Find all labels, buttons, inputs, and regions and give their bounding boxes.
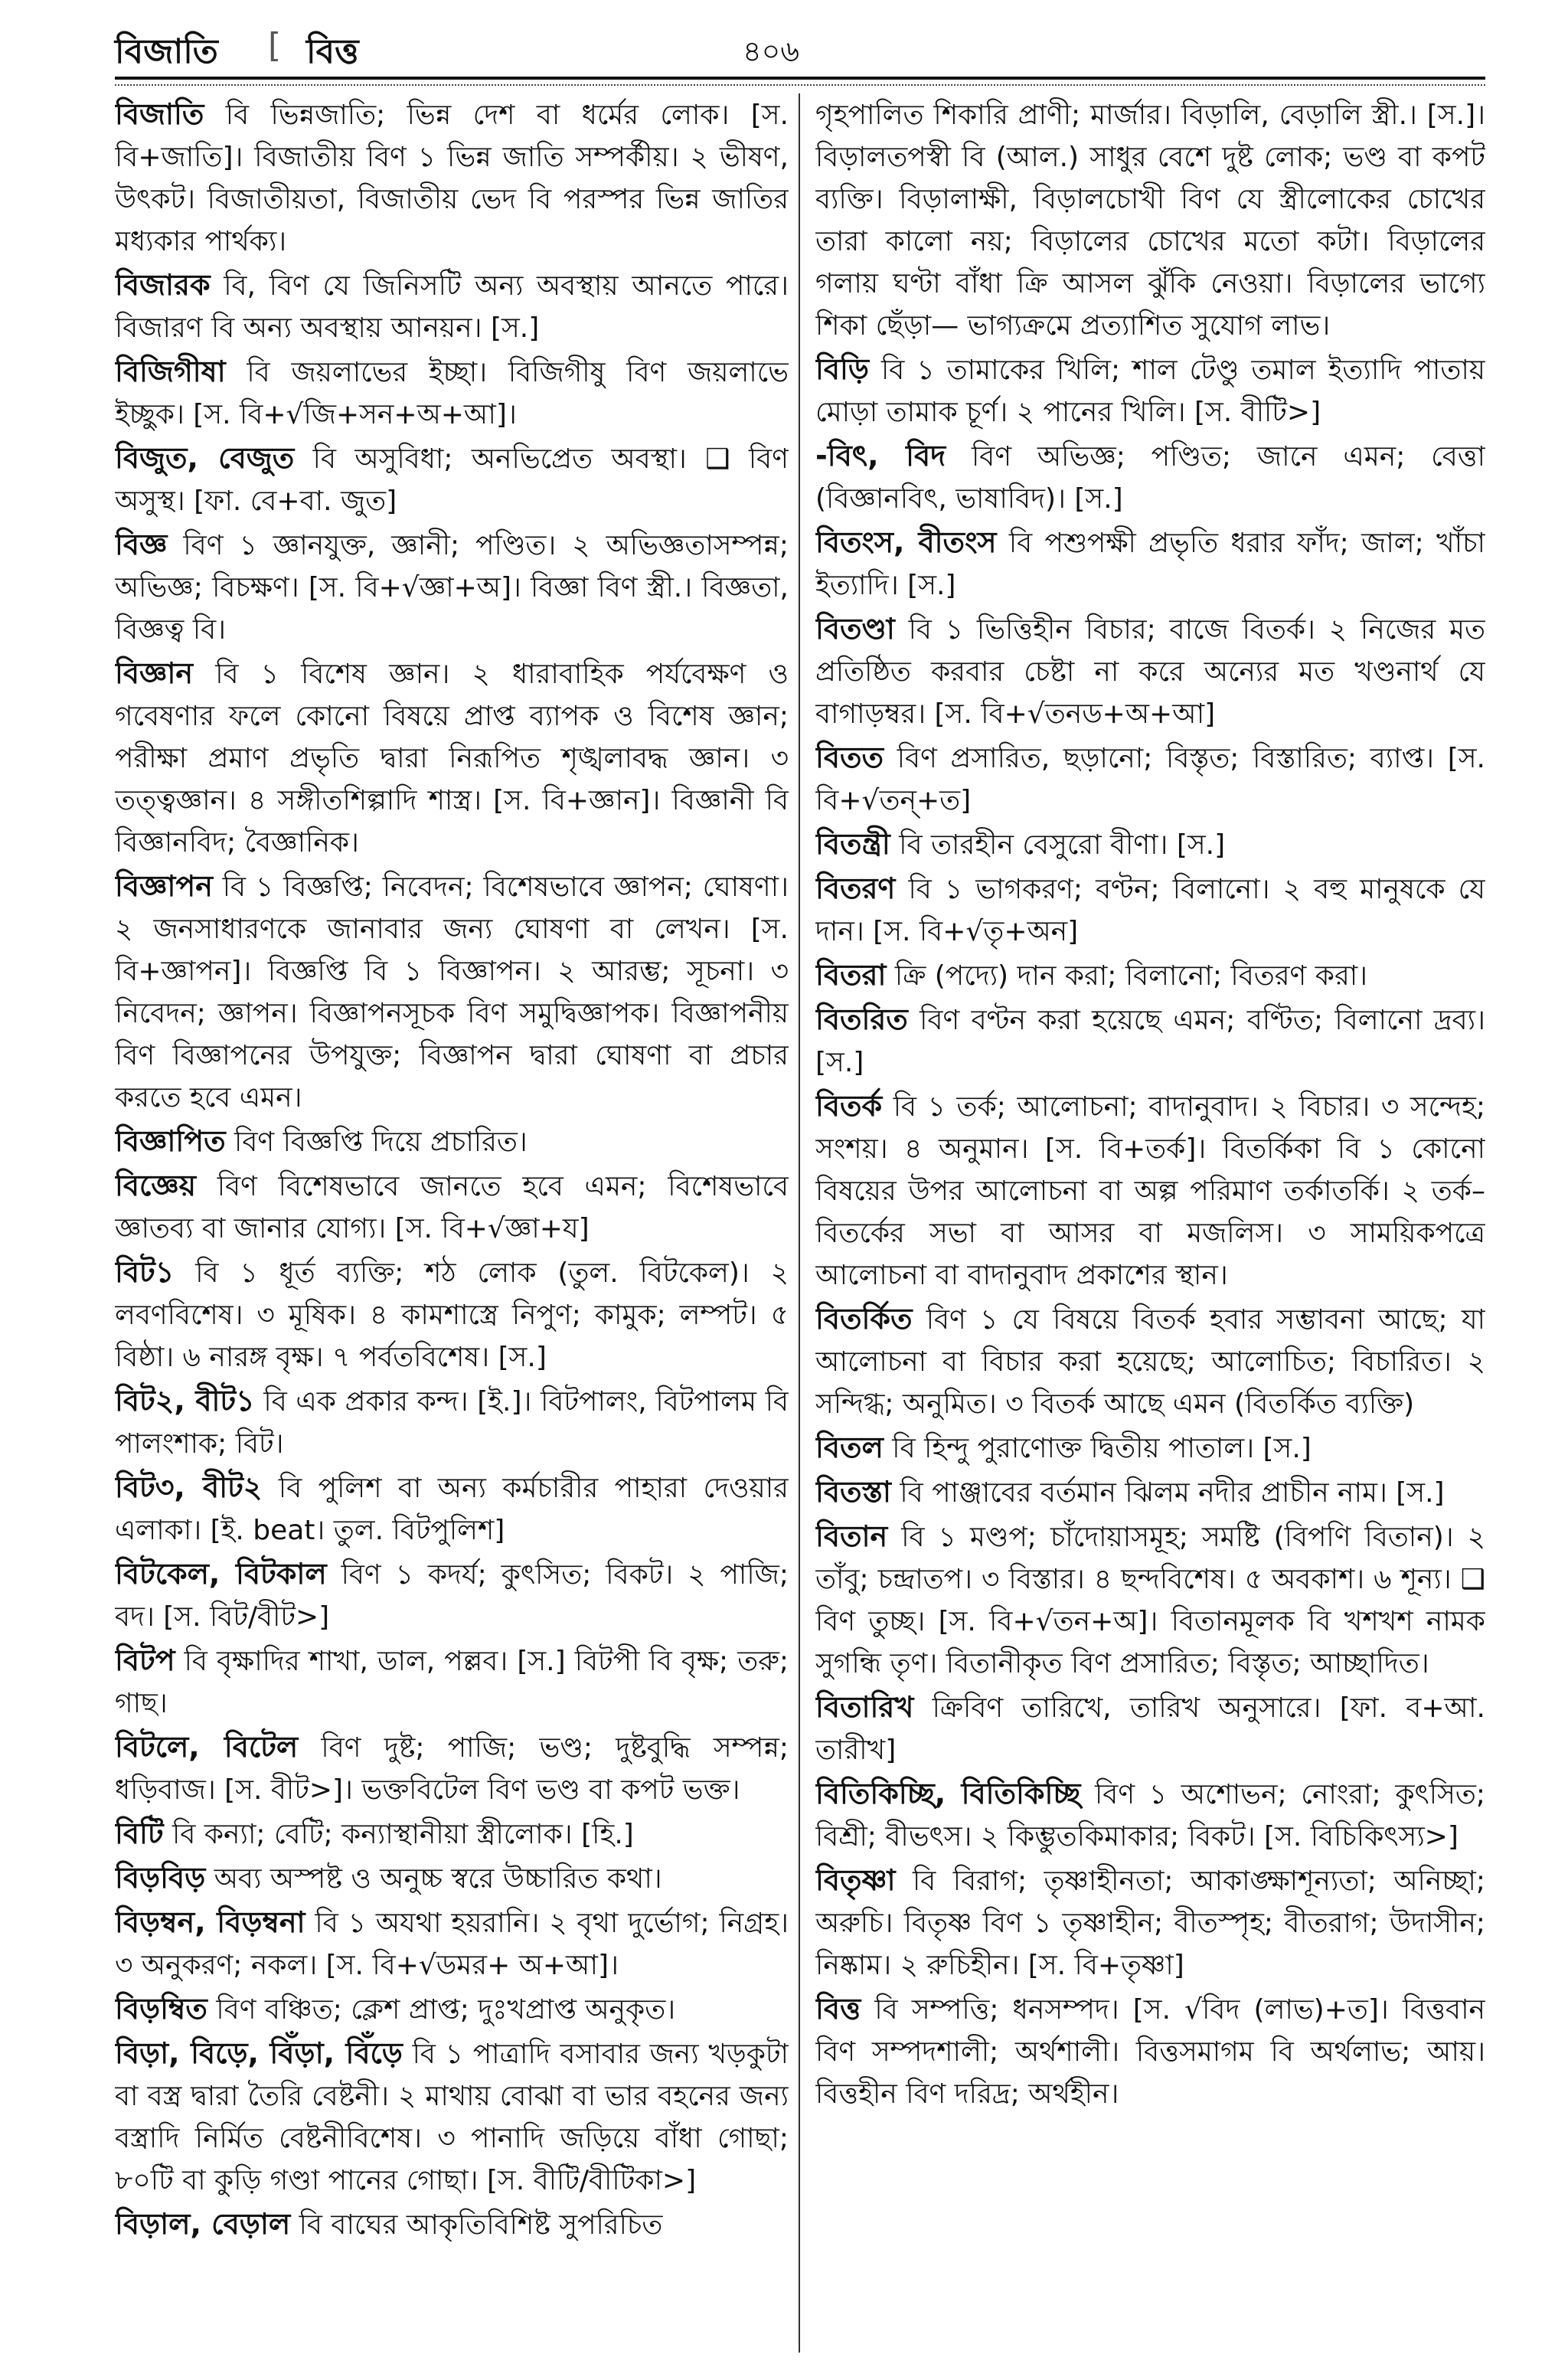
entry-definition: বিণ বিশেষভাবে জানতে হবে এমন; বিশেষভাবে জ্ঞাতব্য বা জানার যোগ্য। [স. বি+√জ্ঞা+য]: [115, 1171, 789, 1244]
entry-headword: বিত্ত: [815, 1992, 861, 2026]
entry-definition: বি ১ ধূর্ত ব্যক্তি; শঠ লোক (তুল. বিটকেল)। ২ লবণবিশেষ। ৩ মূষিক। ৪ কামশাস্ত্রে নিপুণ; কামুক; লম্পট। ৫ বিষ্ঠা। ৬ নারঙ্গ বৃক্ষ। ৭ পর্বতবিশেষ। [স.]: [115, 1257, 789, 1373]
entry-definition: বিণ বঞ্চিত; ক্লেশ প্রাপ্ত; দুঃখপ্রাপ্ত অনুকৃত।: [207, 1994, 676, 2026]
entry-headword: বিতিকিচ্ছি, বিতিকিচ্ছি: [815, 1777, 1081, 1810]
entry-headword: বিতণ্ডা: [815, 612, 895, 646]
entry-definition: বি ১ তর্ক; আলোচনা; বাদানুবাদ। ২ বিচার। ৩ সন্দেহ; সংশয়। ৪ অনুমান। [স. বি+তর্ক]। বিতর্কিকা বি ১ কোনো বিষয়ের উপর আলোচনা বা অল্প পরিমাণ তর্কাতর্কি। ২ তর্ক–বিতর্কের সভা বা আসর বা মজলিস। ৩ সাময়িকপত্রে আলোচনা বা বাদানুবাদ প্রকাশের স্থান।: [815, 1091, 1485, 1291]
entry-headword: বিজ্ঞাপন: [115, 869, 213, 903]
dictionary-entry: [115, 264, 789, 349]
dictionary-entry: [815, 868, 1485, 953]
entry-headword: বিজিগীষা: [115, 355, 226, 388]
header-rule: [115, 77, 1485, 80]
entry-headword: বিতন্ত্রী: [815, 827, 890, 861]
entry-definition: বি পশুপক্ষী প্রভৃতি ধরার ফাঁদ; জাল; খাঁচা ইত্যাদি। [স.]: [815, 528, 1485, 601]
entry-definition: বি ১ ভাগকরণ; বণ্টন; বিলানো। ২ বহু মানুষকে যে দান। [স. বি+√তৃ+অন]: [815, 874, 1485, 947]
dictionary-entry: [115, 1467, 789, 1552]
entry-headword: বিটকেল, বিটকাল: [115, 1557, 327, 1591]
entry-definition: বি বাঘের আকৃতিবিশিষ্ট সুপরিচিত: [290, 2209, 663, 2241]
left-column: [115, 93, 789, 2360]
entry-definition: বি কন্যা; বেটি; কন্যাস্থানীয়া স্ত্রীলোক। [হি.]: [163, 1819, 634, 1850]
entry-headword: বিড়ম্বিত: [115, 1992, 207, 2026]
entry-headword: বিতরণ: [815, 871, 896, 905]
entry-definition: বি ১ বিশেষ জ্ঞান। ২ ধারাবাহিক পর্যবেক্ষণ ও গবেষণার ফলে কোনো বিষয়ে প্রাপ্ত ব্যাপক ও বিশেষ জ্ঞান; পরীক্ষা প্রমাণ প্রভৃতি দ্বারা নিরূপিত শৃঙ্খলাবদ্ধ জ্ঞান। ৩ তত্ত্বজ্ঞান। ৪ সঙ্গীতশিল্পাদি শাস্ত্র। [স. বি+জ্ঞান]। বিজ্ঞানী বি বিজ্ঞানবিদ; বৈজ্ঞানিক।: [115, 659, 789, 858]
entry-definition: বি বিরাগ; তৃষ্ণাহীনতা; আকাঙ্ক্ষাশূন্যতা; অনিচ্ছা; অরুচি। বিতৃষ্ণ বিণ ১ তৃষ্ণাহীন; বীতস্পৃহ; বীতরাগ; উদাসীন; নিষ্কাম। ২ রুচিহীন। [স. বি+তৃষ্ণা]: [815, 1866, 1485, 1981]
dictionary-entry: [115, 524, 789, 651]
entry-definition: বি ১ অযথা হয়রানি। ২ বৃথা দুর্ভোগ; নিগ্রহ। ৩ অনুকরণ; নকল। [স. বি+√ডমর+ অ+আ]।: [115, 1908, 789, 1981]
dictionary-entry: [115, 1813, 789, 1856]
entry-definition: বিণ ১ যে বিষয়ে বিতর্ক হবার সম্ভাবনা আছে; যা আলোচনা বা বিচার করা হয়েছে; আলোচিত; বিচারিত। ২ সন্দিগ্ধ; অনুমিত। ৩ বিতর্ক আছে এমন (বিতর্কিত ব্যক্তি): [815, 1304, 1485, 1420]
entry-headword: বিতত: [815, 741, 884, 774]
entry-definition: বি পুলিশ বা অন্য কর্মচারীর পাহারা দেওয়ার এলাকা। [ই. beat। তুল. বিটপুলিশ]: [115, 1473, 789, 1546]
entry-definition: অব্য অস্পষ্ট ও অনুচ্চ স্বরে উচ্চারিত কথা।: [205, 1863, 662, 1895]
entry-definition: বিণ ১ জ্ঞানযুক্ত, জ্ঞানী; পণ্ডিত। ২ অভিজ্ঞতাসম্পন্ন; অভিজ্ঞ; বিচক্ষণ। [স. বি+√জ্ঞা+অ]। বিজ্ঞা বিণ স্ত্রী.। বিজ্ঞতা, বিজ্ঞত্ব বি।: [115, 530, 789, 646]
dictionary-entry: [115, 1553, 789, 1638]
dictionary-entry: [115, 1640, 789, 1725]
entry-headword: বিড়া, বিড়ে, বিঁড়া, বিঁড়ে: [115, 2036, 403, 2070]
header-last-headword: বিত্ত: [306, 32, 359, 71]
dictionary-entry: [815, 1516, 1485, 1685]
entry-headword: বিজ্ঞেয়: [115, 1169, 197, 1202]
entry-definition: বি হিন্দু পুরাণোক্ত দ্বিতীয় পাতাল। [স.]: [883, 1433, 1312, 1464]
dictionary-entry: [115, 1251, 789, 1378]
page-number: ৪০৬: [743, 34, 800, 68]
dictionary-entry: [815, 737, 1485, 822]
entry-definition: বি ১ পাত্রাদি বসাবার জন্য খড়কুটা বা বস্ত্র দ্বারা তৈরি বেষ্টনী। ২ মাথায় বোঝা বা ভার বহনের জন্য বস্ত্রাদি নির্মিত বেষ্টনীবিশেষ। ৩ পানাদি জড়িয়ে বাঁধা গোছা; ৮০টি বা কুড়ি গণ্ডা পানের গোছা। [স. বীটি/বীটিকা>]: [115, 2039, 789, 2196]
entry-definition: বি, বিণ যে জিনিসটি অন্য অবস্থায় আনতে পারে। বিজারণ বি অন্য অবস্থায় আনয়ন। [স.]: [115, 270, 789, 344]
entry-definition: বিণ ১ কদর্য; কুৎসিত; বিকট। ২ পাজি; বদ। [স. বিট/বীট>]: [115, 1559, 789, 1633]
entry-headword: বিতংস, বীতংস: [815, 525, 997, 559]
entry-definition: বি অসুবিধা; অনভিপ্রেত অবস্থা। ❑ বিণ অসুস্থ। [ফা. বে+বা. জুত]: [115, 443, 789, 517]
entry-headword: -বিৎ, বিদ: [815, 439, 946, 473]
entry-definition: বি ভিন্নজাতি; ভিন্ন দেশ বা ধর্মের লোক। [স. বি+জাতি]। বিজাতীয় বিণ ১ ভিন্ন জাতি সম্পর্কীয়। ২ ভীষণ, উৎকট। বিজাতীয়তা, বিজাতীয় ভেদ বি পরস্পর ভিন্ন জাতির মধ্যকার পার্থক্য।: [115, 100, 789, 257]
dictionary-entry: [815, 522, 1485, 607]
entry-headword: বিটি: [115, 1816, 164, 1850]
entry-headword: বিড়াল, বেড়াল: [115, 2207, 291, 2241]
dictionary-entry: [815, 999, 1485, 1084]
entry-headword: বিড়ি: [815, 352, 870, 386]
entry-headword: বিজারক: [115, 268, 211, 302]
dictionary-entry: [115, 1857, 789, 1900]
dictionary-entry: [815, 93, 1485, 347]
dictionary-entry: [815, 1988, 1485, 2115]
entry-headword: বিতারিখ: [815, 1690, 914, 1724]
dictionary-entry: [815, 1859, 1485, 1987]
entry-definition: বি জয়লাভের ইচ্ছা। বিজিগীষু বিণ জয়লাভে ইচ্ছুক। [স. বি+√জি+সন+অ+আ]।: [115, 357, 789, 430]
entry-definition: বিণ প্রসারিত, ছড়ানো; বিস্তৃত; বিস্তারিত; ব্যাপ্ত। [স. বি+√তন্+ত]: [815, 743, 1485, 816]
header-separator: [: [268, 26, 282, 65]
entry-headword: বিজ্ঞ: [115, 528, 168, 561]
dictionary-entry: [815, 1427, 1485, 1470]
entry-definition: বি ১ মণ্ডপ; চাঁদোয়াসমূহ; সমষ্টি (বিপণি বিতান)। ২ তাঁবু; চন্দ্রাতপ। ৩ বিস্তার। ৪ ছন্দবিশেষ। ৫ অবকাশ। ৬ শূন্য। ❑ বিণ তুচ্ছ। [স. বি+√তন+অ]। বিতানমূলক বি খশখশ নামক সুগন্ধি তৃণ। বিতানীকৃত বিণ প্রসারিত; বিস্তৃত; আচ্ছাদিত।: [815, 1522, 1485, 1679]
dictionary-entry: [815, 348, 1485, 433]
dictionary-entry: [115, 1120, 789, 1163]
entry-headword: বিজুত, বেজুত: [115, 441, 295, 475]
dictionary-entry: [115, 93, 789, 263]
entry-definition: বিণ অভিজ্ঞ; পণ্ডিত; জানে এমন; বেত্তা (বিজ্ঞানবিৎ, ভাষাবিদ)। [স.]: [815, 441, 1485, 515]
dictionary-entry: [815, 1085, 1485, 1297]
entry-headword: বিতর্কিত: [815, 1302, 913, 1336]
dictionary-entry: [115, 2032, 789, 2202]
right-column: [815, 93, 1485, 2360]
entry-definition: বিণ বিজ্ঞপ্তি দিয়ে প্রচারিত।: [225, 1127, 528, 1158]
dictionary-entry: [115, 437, 789, 522]
dictionary-entry: [815, 435, 1485, 520]
dictionary-entry: [815, 823, 1485, 866]
entry-definition: বিণ ১ অশোভন; নোংরা; কুৎসিত; বিশ্রী; বীভৎস। ২ কিম্ভুতকিমাকার; বিকট। [স. বিচিকিৎস্য>]: [815, 1779, 1485, 1852]
dictionary-entry: [815, 954, 1485, 997]
dictionary-entry: [115, 1165, 789, 1250]
entry-headword: বিট৩, বীট২: [115, 1470, 263, 1504]
dictionary-entry: [115, 1988, 789, 2031]
entry-definition: গৃহপালিত শিকারি প্রাণী; মার্জার। বিড়ালি, বেড়ালি স্ত্রী.। [স.]। বিড়ালতপস্বী বি (আল.) সাধুর বেশে দুষ্ট লোক; ভণ্ড বা কপট ব্যক্তি। বিড়ালাক্ষী, বিড়ালচোখী বিণ যে স্ত্রীলোকের চোখের তারা কালো নয়; বিড়ালের চোখের মতো কটা। বিড়ালের গলায় ঘণ্টা বাঁধা ক্রি আসল ঝুঁকি নেওয়া। বিড়ালের ভাগ্যে শিকা ছেঁড়া— ভাগ্যক্রমে প্রত্যাশিত সুযোগ লাভ।: [815, 100, 1485, 342]
entry-headword: বিজাতি: [115, 97, 204, 131]
entry-headword: বিট১: [115, 1255, 175, 1289]
dictionary-entry: [115, 652, 789, 864]
dictionary-entry: [115, 865, 789, 1119]
entry-headword: বিতান: [815, 1519, 888, 1553]
entry-definition: বি ১ তামাকের খিলি; শাল টেণ্ডু তমাল ইত্যাদি পাতায় মোড়া তামাক চূর্ণ। ২ পানের খিলি। [স. বীটি>]: [815, 355, 1485, 428]
entry-headword: বিড়বিড়: [115, 1861, 206, 1895]
dictionary-entry: [815, 1298, 1485, 1425]
dictionary-entry: [815, 1773, 1485, 1858]
entry-definition: ক্রিবিণ তারিখে, তারিখ অনুসারে। [ফা. ব+আ. তারীখ]: [815, 1692, 1485, 1766]
entry-definition: বিণ দুষ্ট; পাজি; ভণ্ড; দুষ্টবুদ্ধি সম্পন্ন; ধড়িবাজ। [স. বীট>]। ভক্তবিটেল বিণ ভণ্ড বা কপট ভক্ত।: [115, 1732, 789, 1806]
dictionary-entry: [815, 608, 1485, 735]
entry-headword: বিতর্ক: [815, 1089, 883, 1123]
dictionary-entry: [815, 1471, 1485, 1514]
entry-definition: বিণ বণ্টন করা হয়েছে এমন; বণ্টিত; বিলানো দ্রব্য। [স.]: [815, 1005, 1485, 1078]
entry-headword: বিতল: [815, 1431, 884, 1464]
dictionary-entry: [115, 351, 789, 436]
entry-definition: বি তারহীন বেসুরো বীণা। [স.]: [890, 829, 1226, 861]
entry-headword: বিজ্ঞান: [115, 656, 194, 690]
header-dotted-rule: [115, 84, 1485, 86]
entry-headword: বিটপ: [115, 1643, 175, 1677]
entry-headword: বিটলে, বিটেল: [115, 1730, 299, 1764]
dictionary-entry: [115, 1380, 789, 1465]
entry-definition: বি ১ বিজ্ঞপ্তি; নিবেদন; বিশেষভাবে জ্ঞাপন; ঘোষণা। ২ জনসাধারণকে জানাবার জন্য ঘোষণা বা লেখন। [স. বি+জ্ঞাপন]। বিজ্ঞপ্তি বি ১ বিজ্ঞাপন। ২ আরম্ভ; সূচনা। ৩ নিবেদন; জ্ঞাপন। বিজ্ঞাপনসূচক বিণ সমুদ্বিজ্ঞাপক। বিজ্ঞাপনীয় বিণ বিজ্ঞাপনের উপযুক্ত; বিজ্ঞাপন দ্বারা ঘোষণা বা প্রচার করতে হবে এমন।: [115, 871, 789, 1113]
page-header: [115, 26, 1485, 80]
entry-definition: বি ১ ভিত্তিহীন বিচার; বাজে বিতর্ক। ২ নিজের মত প্রতিষ্ঠিত করবার চেষ্টা না করে অন্যের মত খণ্ডনার্থ যে বাগাড়ম্বর। [স. বি+√তনড+অ+আ]: [815, 614, 1485, 730]
entry-headword: বিজ্ঞাপিত: [115, 1124, 226, 1158]
entry-definition: বি সম্পত্তি; ধনসম্পদ। [স. √বিদ (লাভ)+ত]। বিত্তবান বিণ সম্পদশালী; অর্থশালী। বিত্তসমাগম বি অর্থলাভ; আয়। বিত্তহীন বিণ দরিদ্র; অর্থহীন।: [815, 1994, 1485, 2110]
dictionary-entry: [115, 1726, 789, 1811]
entry-definition: ক্রি (পদ্যে) দান করা; বিলানো; বিতরণ করা।: [886, 960, 1368, 992]
entry-headword: বিতরা: [815, 958, 887, 992]
entry-headword: বিতৃষ্ণা: [815, 1863, 896, 1897]
entry-headword: বিড়ম্বন, বিড়ম্বনা: [115, 1905, 305, 1939]
dictionary-entry: [815, 1686, 1485, 1771]
column-divider: [799, 93, 800, 2353]
entry-definition: বি বৃক্ষাদির শাখা, ডাল, পল্লব। [স.] বিটপী বি বৃক্ষ; তরু; গাছ।: [115, 1646, 789, 1719]
entry-headword: বিতস্তা: [815, 1475, 891, 1509]
entry-definition: বি পাঞ্জাবের বর্তমান ঝিলম নদীর প্রাচীন নাম। [স.]: [890, 1477, 1445, 1509]
entry-definition: বি এক প্রকার কন্দ। [ই.]। বিটপালং, বিটপালম বি পালংশাক; বিট।: [115, 1386, 789, 1460]
dictionary-entry: [115, 2203, 789, 2246]
entry-headword: বিট২, বীট১: [115, 1384, 255, 1418]
dictionary-entry: [115, 1901, 789, 1987]
entry-headword: বিতরিত: [815, 1002, 908, 1036]
header-first-headword: বিজাতি: [115, 32, 218, 71]
